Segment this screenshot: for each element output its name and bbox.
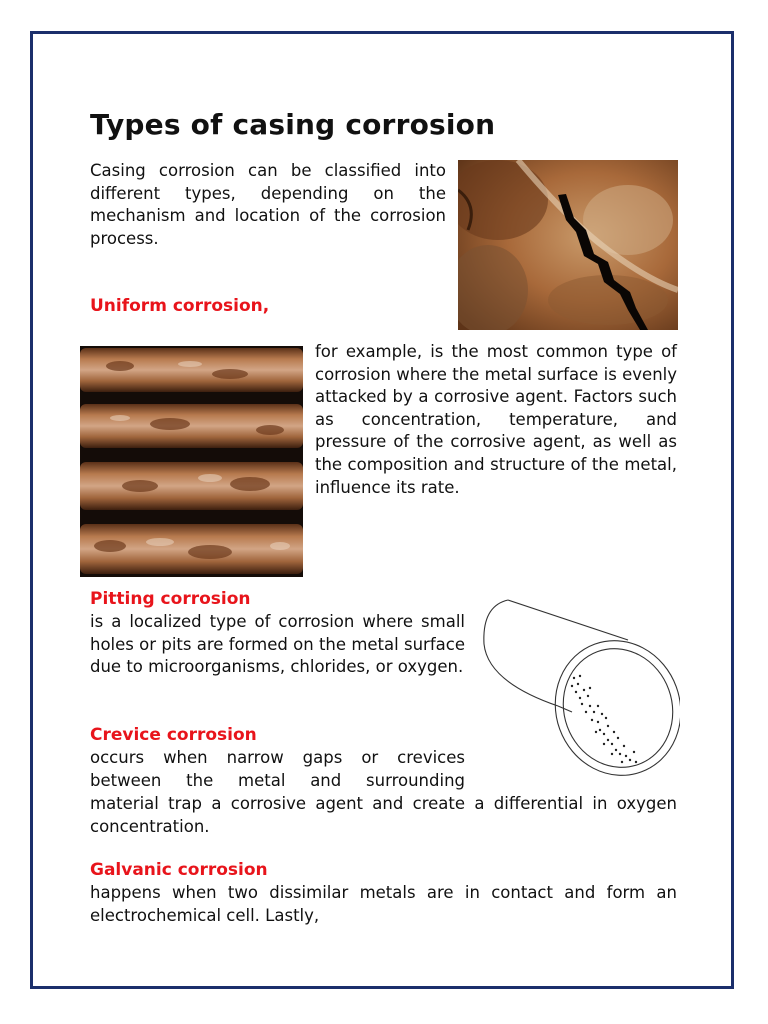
crevice-corrosion-text-1: occurs when narrow gaps or crevices between the metal and surrounding xyxy=(90,748,465,790)
pitting-corrosion-text: is a localized type of corrosion where small holes or pits are formed on the metal surface due to microorganisms, chlorides, or oxygen. xyxy=(90,612,465,677)
pipe-pitting-diagram xyxy=(480,594,680,780)
galvanic-corrosion-text: happens when two dissimilar metals are in contact and form an electrochemical cell. Lastly, xyxy=(90,883,677,925)
galvanic-corrosion-heading: Galvanic corrosion xyxy=(90,860,268,880)
crevice-corrosion-text-2: material trap a corrosive agent and create a differential in oxygen concentration. xyxy=(90,794,677,836)
uniform-corrosion-text: for example, is the most common type of corrosion where the metal surface is evenly attacked by a corrosive agent. Factors such as concentration, temperature, and pressure of the corrosive agent, as well as the composition and structure of the metal, influence its rate. xyxy=(315,342,677,497)
cracked-pipe-photo xyxy=(458,160,678,330)
uniform-corrosion-heading: Uniform corrosion, xyxy=(90,296,270,316)
intro-paragraph: Casing corrosion can be classified into different types, depending on the mechanism and location of the corrosion process. xyxy=(90,161,446,248)
rusted-pipes-photo xyxy=(80,346,303,577)
page-title: Types of casing corrosion xyxy=(90,108,496,141)
crevice-corrosion-heading: Crevice corrosion xyxy=(90,725,257,745)
pitting-corrosion-heading: Pitting corrosion xyxy=(90,589,251,609)
